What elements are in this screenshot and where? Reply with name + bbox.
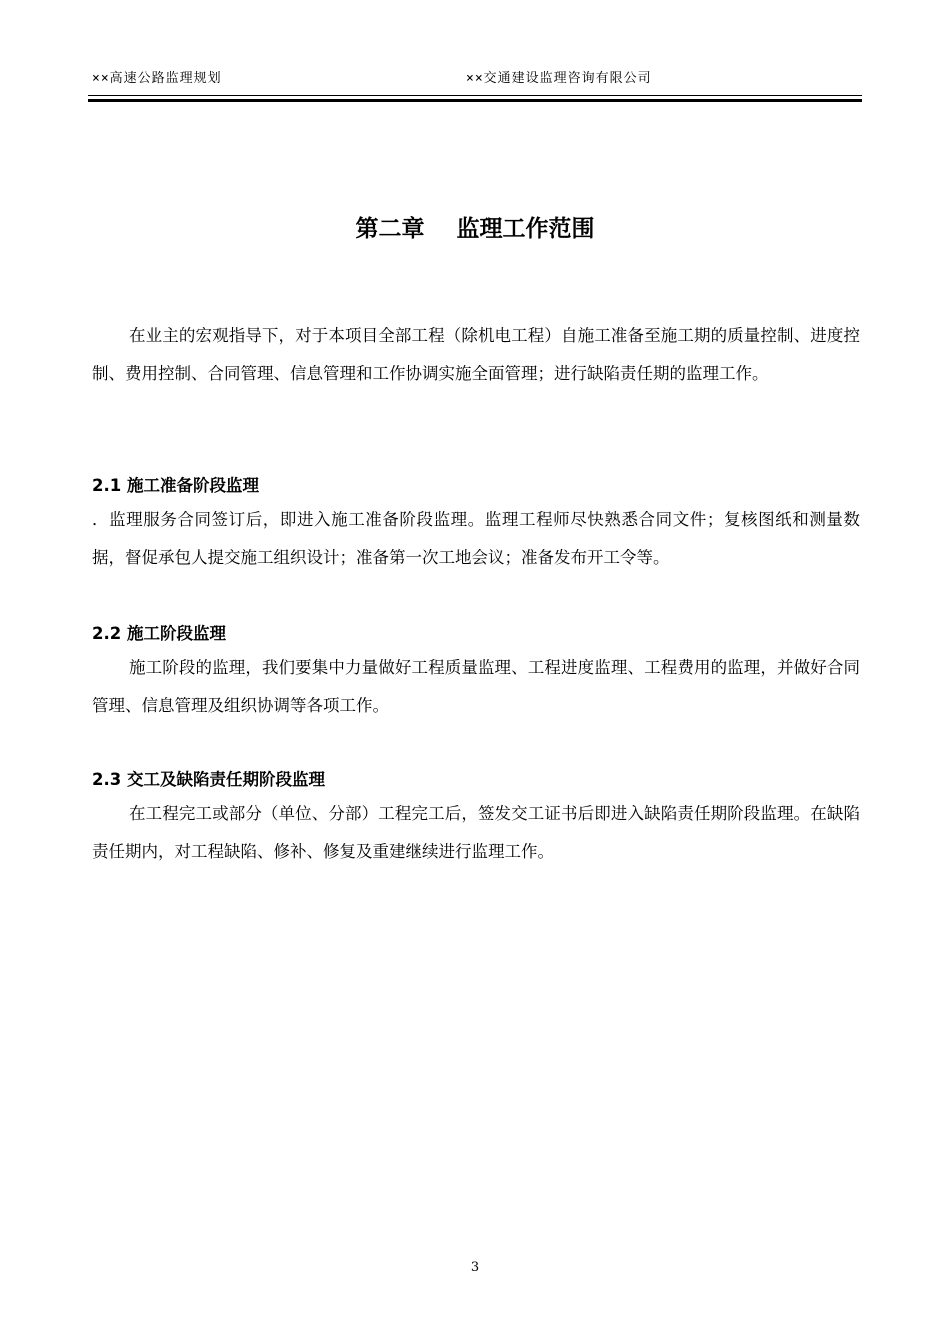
header-company-name: ××交通建设监理咨询有限公司	[466, 71, 652, 86]
header-rule-thick	[88, 99, 862, 102]
header-rule-thin	[88, 95, 862, 96]
section-body-2-1: ．监理服务合同签订后，即进入施工准备阶段监理。监理工程师尽快熟悉合同文件；复核图纸和测量数据，督促承包人提交施工组织设计；准备第一次工地会议；准备发布开工令等。	[92, 510, 860, 567]
section-heading-2-2: 2.2 施工阶段监理	[92, 624, 226, 643]
chapter-title: 第二章 监理工作范围	[355, 216, 595, 242]
page-number: 3	[470, 1260, 480, 1275]
intro-paragraph: 在业主的宏观指导下，对于本项目全部工程（除机电工程）自施工准备至施工期的质量控制、进度控制、费用控制、合同管理、信息管理和工作协调实施全面管理；进行缺陷责任期的监理工作。	[92, 326, 860, 383]
section-heading-2-3: 2.3 交工及缺陷责任期阶段监理	[92, 770, 325, 789]
section-body-2-3: 在工程完工或部分（单位、分部）工程完工后，签发交工证书后即进入缺陷责任期阶段监理。在缺陷责任期内，对工程缺陷、修补、修复及重建继续进行监理工作。	[92, 804, 860, 861]
header-document-title: ××高速公路监理规划	[92, 71, 222, 86]
section-heading-2-1: 2.1 施工准备阶段监理	[92, 476, 259, 495]
section-body-2-2: 施工阶段的监理，我们要集中力量做好工程质量监理、工程进度监理、工程费用的监理，并做好合同管理、信息管理及组织协调等各项工作。	[92, 658, 860, 715]
